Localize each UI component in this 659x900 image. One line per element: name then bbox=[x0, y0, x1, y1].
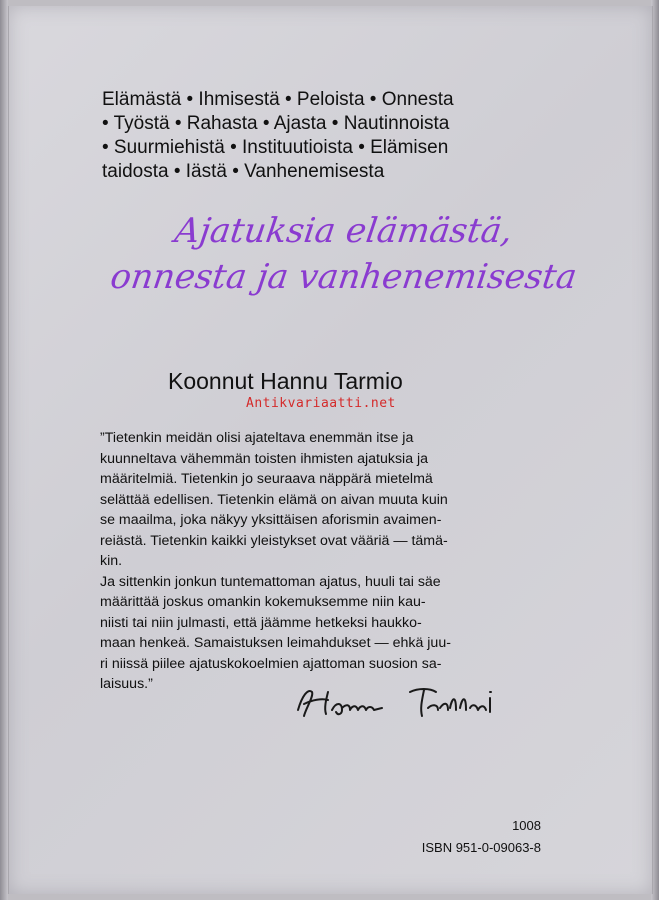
quote-line: niisti tai niin julmasti, että jäämme hetkeksi haukko- bbox=[100, 614, 422, 631]
title-line-2: onnesta ja vanhenemisesta bbox=[107, 257, 580, 297]
quote-line: määritelmiä. Tietenkin jo seuraava näppärä mietelmä bbox=[100, 471, 433, 487]
catalog-code: 1008 bbox=[512, 818, 541, 833]
quote-line: määrittää joskus omankin kokemuksemme niin kau- bbox=[100, 594, 426, 610]
handwritten-signature bbox=[292, 678, 542, 728]
topic-line: • Työstä • Rahasta • Ajasta • Nautinnoista bbox=[102, 113, 450, 134]
topic-list bbox=[102, 88, 572, 184]
blurb-quote bbox=[100, 428, 560, 695]
topic-line: Elämästä • Ihmisestä • Peloista • Onnesta bbox=[102, 89, 454, 110]
topic-line: • Suurmiehistä • Instituutioista • Elämisen bbox=[102, 137, 449, 158]
quote-line: Ja sittenkin jonkun tuntemattoman ajatus, huuli tai säe bbox=[100, 573, 441, 590]
topic-line: taidosta • Iästä • Vanhenemisesta bbox=[102, 161, 385, 182]
left-edge bbox=[0, 0, 8, 900]
title-line-1: Ajatuksia elämästä, bbox=[172, 211, 515, 251]
quote-line: kuunneltava vähemmän toisten ihmisten ajatuksia ja bbox=[100, 450, 429, 467]
quote-line: selättää edellisen. Tietenkin elämä on aivan muuta kuin bbox=[100, 491, 448, 508]
compiler-credit: Koonnut Hannu Tarmio bbox=[168, 368, 403, 394]
quote-line: reiästä. Tietenkin kaikki yleistykset ovat vääriä — tämä- bbox=[100, 532, 448, 549]
book-title bbox=[94, 208, 580, 300]
quote-line: se maailma, joka näkyy yksittäisen aforismin avaimen- bbox=[100, 512, 442, 528]
quote-line: maan henkeä. Samaistuksen leimahdukset — ehkä juu- bbox=[100, 635, 451, 651]
quote-line: ri niissä piilee ajatuskokoelmien ajattoman suosion sa- bbox=[100, 655, 442, 672]
quote-line: kin. bbox=[100, 553, 123, 569]
quote-line: ”Tietenkin meidän olisi ajateltava enemmän itse ja bbox=[100, 430, 414, 446]
watermark: Antikvariaatti.net bbox=[246, 396, 396, 411]
quote-line: laisuus.” bbox=[100, 676, 153, 692]
isbn: ISBN 951-0-09063-8 bbox=[421, 840, 541, 855]
